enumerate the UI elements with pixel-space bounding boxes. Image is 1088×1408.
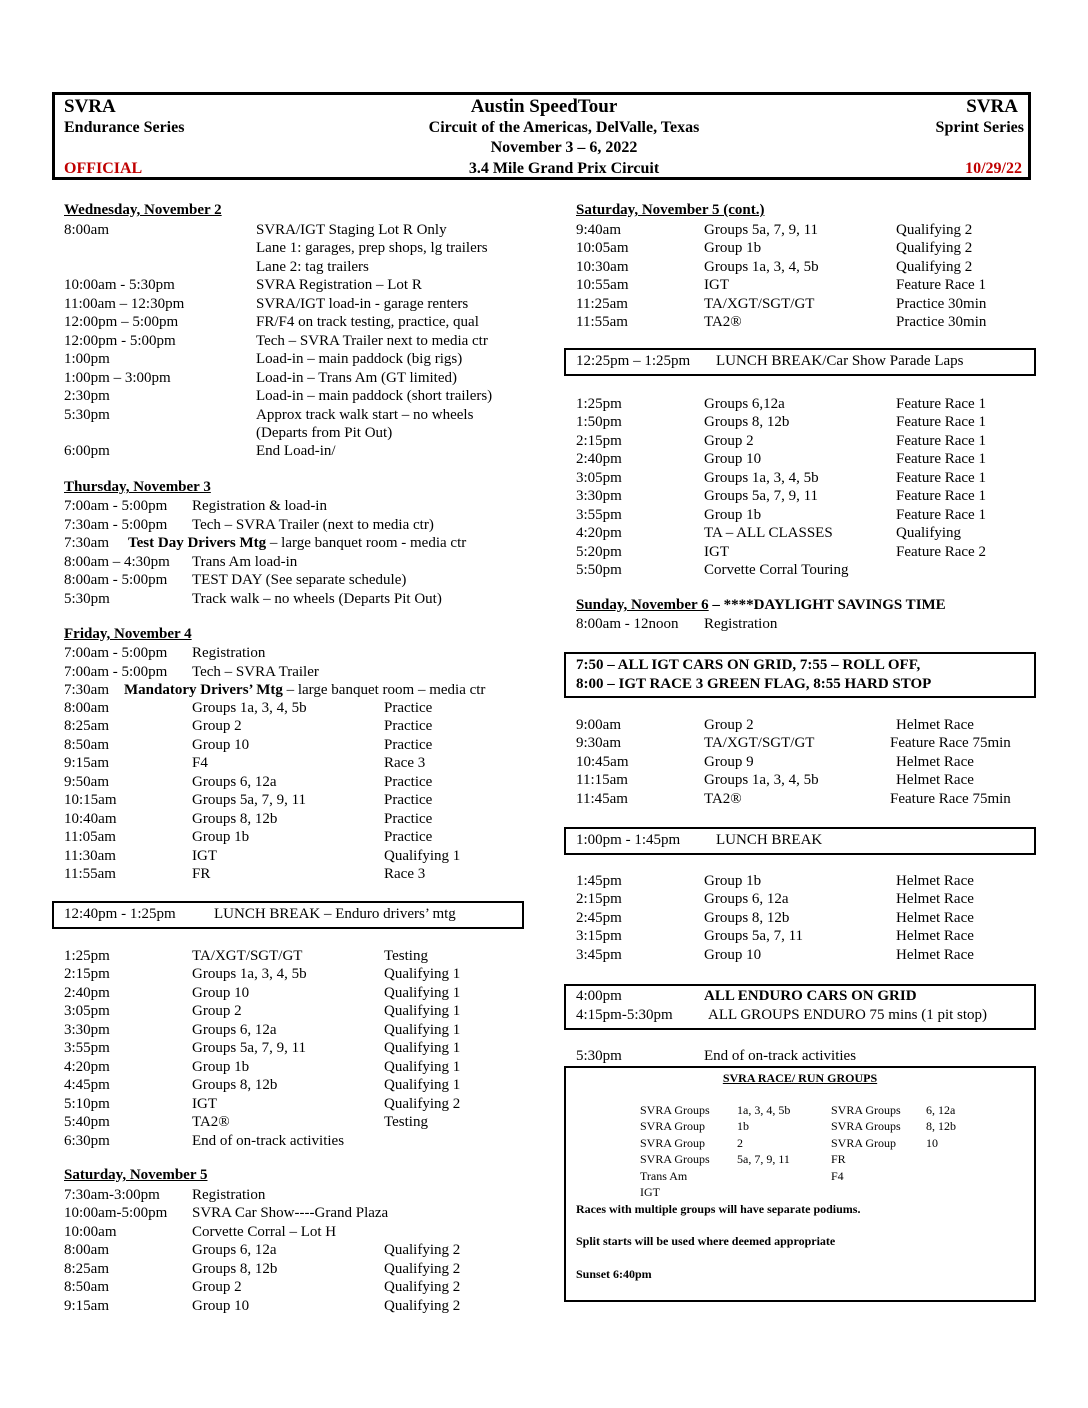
session-row [0, 221, 1088, 239]
time-cell: 11:45am [576, 790, 628, 807]
time-cell: 8:50am [64, 1279, 109, 1296]
time-cell: 12:00pm - 5:00pm [64, 332, 176, 349]
time-cell: 7:30am - 5:00pm [64, 516, 168, 533]
session-cell: Race 3 [384, 755, 426, 772]
group-cell: Group 10 [704, 451, 762, 468]
time-cell: 3:30pm [576, 488, 622, 505]
left-title: SVRA [64, 96, 116, 117]
meeting-title: Mandatory Drivers’ Mtg [124, 682, 283, 698]
session-cell: Feature Race 1 [896, 506, 986, 523]
time-cell: 5:30pm [64, 406, 110, 423]
session-cell: Qualifying [896, 525, 961, 542]
time-cell: 10:45am [576, 753, 629, 770]
session-row [0, 561, 1088, 579]
session-cell: Feature Race 1 [896, 488, 986, 505]
group-cell: IGT [192, 1095, 217, 1112]
group-cell: Groups 5a, 7, 11 [704, 928, 804, 945]
group-cell: IGT [192, 847, 217, 864]
session-row [0, 469, 1088, 487]
group-cell: TA – ALL CLASSES [704, 525, 833, 542]
session-cell: Qualifying 2 [384, 1242, 461, 1259]
group-cell: Corvette Corral Touring [704, 562, 849, 579]
time-cell: 3:45pm [576, 946, 622, 963]
session-cell: Helmet Race [896, 753, 974, 770]
session-cell: Practice [384, 700, 433, 716]
time-cell: 10:30am [576, 258, 629, 275]
time-cell: 4:15pm-5:30pm [576, 1007, 673, 1023]
session-cell: Feature Race 1 [896, 414, 986, 431]
time-cell: 3:55pm [576, 506, 622, 523]
group-cell: Groups 1a, 3, 4, 5b [192, 966, 307, 983]
session-row [0, 734, 1088, 752]
time-cell: 9:15am [64, 755, 109, 772]
time-cell: 9:00am [576, 717, 621, 733]
time-cell: 1:00pm – 3:00pm [64, 369, 171, 386]
group-cell: IGT [704, 543, 729, 560]
group-cell: Load-in – main paddock (short trailers) [256, 388, 493, 405]
session-row [0, 716, 1088, 734]
time-cell: 4:20pm [576, 525, 622, 542]
group-cell: Trans Am load-in [192, 553, 298, 570]
session-cell: Practice 30min [896, 314, 987, 331]
group-cell: Groups 8, 12b [704, 909, 790, 926]
igt-box-line: 8:00 – IGT RACE 3 GREEN FLAG, 8:55 HARD STOP [576, 676, 932, 692]
session-cell: Race 3 [384, 866, 426, 883]
meeting-text: Mandatory Drivers’ Mtg – large banquet room – media ctr [124, 682, 486, 698]
session-row [0, 946, 1088, 964]
session-cell: Qualifying 1 [384, 966, 461, 983]
time-cell: 1:25pm [64, 948, 110, 964]
group-cell: Group 1b [704, 506, 762, 523]
time-cell: 10:00am - 5:30pm [64, 277, 175, 294]
group-cell: Groups 8, 12b [192, 810, 278, 827]
time-cell: 5:10pm [64, 1095, 110, 1112]
thursday-heading: Thursday, November 3 [64, 479, 211, 495]
session-cell: Helmet Race [896, 909, 974, 926]
time-cell: 8:00am - 5:00pm [64, 572, 168, 588]
sunday-heading: Sunday, November 6 – ****DAYLIGHT SAVINGS TIME [576, 597, 946, 613]
group-cell: End of on-track activities [192, 1132, 345, 1149]
group-cell: Group 2 [704, 717, 754, 733]
group-cell: Groups 1a, 3, 4, 5b [704, 469, 819, 486]
group-cell: Registration & load-in [192, 498, 327, 514]
session-cell: Practice [384, 829, 433, 846]
event-venue: Circuit of the Americas, DelValle, Texas [428, 119, 700, 136]
group-cell: Group 2 [704, 432, 754, 449]
group-cell: End of on-track activities [704, 1048, 857, 1064]
revision-date: 10/29/22 [965, 160, 1022, 177]
group-cell: TA/XGT/SGT/GT [704, 295, 815, 312]
run-group-value: 8, 12b [926, 1119, 956, 1134]
time-cell: 3:30pm [64, 1021, 110, 1038]
session-cell: Qualifying 2 [896, 222, 973, 238]
time-cell: 7:00am - 5:00pm [64, 498, 168, 514]
time-cell: 5:30pm [576, 1048, 622, 1064]
time-cell: 2:15pm [576, 432, 622, 449]
group-cell: Load-in – Trans Am (GT limited) [256, 369, 457, 386]
schedule-row [0, 332, 1088, 350]
session-row [0, 239, 1088, 257]
group-cell: Group 2 [192, 1279, 242, 1296]
session-cell: Practice [384, 773, 433, 790]
time-cell: 7:30am [64, 682, 109, 698]
group-cell: Groups 8, 12b [192, 1260, 278, 1277]
session-cell: Helmet Race [896, 946, 974, 963]
time-cell: 6:00pm [64, 443, 110, 460]
event-title: Austin SpeedTour [470, 96, 618, 117]
group-cell: Group 1b [192, 829, 250, 846]
group-cell: SVRA Registration – Lot R [256, 277, 422, 294]
group-cell: Lane 2: tag trailers [256, 258, 369, 275]
wednesday-heading: Wednesday, November 2 [64, 202, 222, 218]
run-group-label: SVRA Groups [831, 1103, 901, 1117]
group-cell: FR/F4 on track testing, practice, qual [256, 314, 479, 331]
group-cell: Group 10 [192, 984, 250, 1001]
time-cell: 6:30pm [64, 1132, 110, 1149]
run-group-label: IGT [640, 1185, 660, 1199]
run-group-label: SVRA Groups [831, 1119, 901, 1134]
session-row [0, 258, 1088, 276]
session-cell: Qualifying 2 [384, 1260, 461, 1277]
session-row [0, 432, 1088, 450]
group-cell: Groups 5a, 7, 9, 11 [704, 488, 819, 505]
group-cell: Groups 5a, 7, 9, 11 [192, 792, 307, 809]
time-cell: 2:40pm [64, 984, 110, 1001]
lunch-time: 12:40pm - 1:25pm [64, 906, 176, 922]
igt-box-line: 7:50 – ALL IGT CARS ON GRID, 7:55 – ROLL OFF, [576, 657, 921, 673]
time-cell: 10:05am [576, 240, 629, 257]
group-cell: TA/XGT/SGT/GT [192, 948, 303, 964]
time-cell: 8:00am [64, 222, 109, 238]
time-cell: 8:25am [64, 1260, 109, 1277]
group-cell: Tech – SVRA Trailer (next to media ctr) [192, 516, 434, 533]
time-cell: 8:00am - 12noon [576, 616, 679, 632]
session-cell: Practice [384, 736, 433, 753]
session-row [0, 890, 1088, 908]
session-cell: Qualifying 1 [384, 984, 461, 1001]
session-cell: Helmet Race [896, 772, 974, 789]
session-row [0, 753, 1088, 771]
session-cell: Qualifying 2 [896, 258, 973, 275]
sunset-note: Sunset 6:40pm [576, 1267, 652, 1281]
sunday-heading-date: Sunday, November 6 [576, 597, 709, 613]
split-start-note: Split starts will be used where deemed appropriate [576, 1234, 836, 1248]
time-cell: 11:05am [64, 829, 116, 846]
group-cell: Registration [704, 616, 778, 632]
group-cell: TA/XGT/SGT/GT [704, 735, 815, 752]
time-cell: 8:00am [64, 700, 109, 716]
enduro-text: ALL GROUPS ENDURO 75 mins (1 pit stop) [708, 1007, 988, 1023]
time-cell: 4:20pm [64, 1058, 110, 1075]
session-row [0, 810, 1088, 828]
session-cell: Qualifying 2 [384, 1297, 461, 1314]
run-group-label: SVRA Groups [640, 1103, 710, 1117]
session-cell: Helmet Race [896, 873, 974, 889]
group-cell: Group 1b [192, 1058, 250, 1075]
group-cell: Groups 8, 12b [704, 414, 790, 431]
right-subtitle: Sprint Series [935, 119, 1024, 136]
session-cell: Qualifying 2 [384, 1279, 461, 1296]
meeting-text: Test Day Drivers Mtg – large banquet room - media ctr [128, 535, 467, 551]
time-cell: 1:00pm [64, 351, 110, 368]
group-cell: Groups 6, 12a [704, 891, 789, 908]
session-cell: Qualifying 1 [384, 1003, 461, 1020]
group-cell: TA2® [704, 790, 742, 807]
group-cell: Groups 6, 12a [192, 1021, 277, 1038]
time-cell: 10:00am-5:00pm [64, 1205, 168, 1222]
run-group-label: F4 [831, 1168, 844, 1183]
lunch-text: LUNCH BREAK – Enduro drivers’ mtg [214, 906, 456, 922]
group-cell: F4 [192, 755, 208, 772]
run-group-value: 1a, 3, 4, 5b [737, 1103, 791, 1117]
event-dates: November 3 – 6, 2022 [490, 139, 638, 156]
session-cell: Feature Race 1 [896, 277, 986, 294]
podium-note: Races with multiple groups will have separate podiums. [576, 1202, 861, 1216]
group-cell: Group 2 [192, 1003, 242, 1020]
group-cell: (Departs from Pit Out) [256, 424, 393, 441]
meeting-title: Test Day Drivers Mtg [128, 535, 267, 551]
time-cell: 11:55am [64, 866, 116, 883]
run-groups-title: SVRA RACE/ RUN GROUPS [722, 1071, 878, 1085]
session-cell: Testing [384, 948, 428, 964]
run-group-value: 5a, 7, 9, 11 [737, 1152, 790, 1167]
group-cell: TA2® [192, 1114, 230, 1131]
saturday-cont-heading: Saturday, November 5 (cont.) [576, 202, 765, 218]
time-cell: 1:50pm [576, 414, 622, 431]
group-cell: Corvette Corral – Lot H [192, 1223, 337, 1240]
run-group-label: SVRA Group [831, 1135, 897, 1150]
run-group-value: 10 [926, 1135, 938, 1150]
time-cell: 3:15pm [576, 928, 622, 945]
time-cell: 5:30pm [64, 590, 110, 607]
time-cell: 7:30am [64, 535, 109, 551]
event-circuit: 3.4 Mile Grand Prix Circuit [468, 160, 660, 177]
group-cell: Groups 6, 12a [192, 773, 277, 790]
time-cell: 1:25pm [576, 396, 622, 412]
run-group-label: SVRA Groups [640, 1152, 710, 1167]
group-cell: Tech – SVRA Trailer [192, 663, 319, 680]
time-cell: 7:00am - 5:00pm [64, 645, 168, 661]
group-cell: Groups 1a, 3, 4, 5b [704, 258, 819, 275]
group-cell: Groups 1a, 3, 4, 5b [704, 772, 819, 789]
time-cell: 2:40pm [576, 451, 622, 468]
time-cell: 10:55am [576, 277, 629, 294]
time-cell: 9:40am [576, 222, 621, 238]
group-cell: Groups 6, 12a [192, 1242, 277, 1259]
group-cell: Track walk – no wheels (Departs Pit Out) [192, 590, 442, 607]
session-row [0, 487, 1088, 505]
time-cell: 11:55am [576, 314, 628, 331]
time-cell: 11:30am [64, 847, 116, 864]
time-cell: 2:30pm [64, 388, 110, 405]
group-cell: Load-in – main paddock (big rigs) [256, 351, 463, 368]
time-cell: 2:15pm [64, 966, 110, 983]
group-cell: Groups 5a, 7, 9, 11 [704, 222, 819, 238]
group-cell: Group 10 [192, 1297, 250, 1314]
saturday-heading: Saturday, November 5 [64, 1167, 208, 1183]
session-cell: Qualifying 1 [384, 1077, 461, 1094]
session-row [0, 276, 1088, 294]
group-cell: Approx track walk start – no wheels [256, 406, 474, 423]
group-cell: Group 9 [704, 753, 754, 770]
session-cell: Testing [384, 1114, 428, 1131]
session-row [0, 395, 1088, 413]
group-cell: TEST DAY (See separate schedule) [192, 572, 407, 588]
run-group-value: 1b [737, 1119, 749, 1134]
session-cell: Feature Race 1 [896, 451, 986, 468]
time-cell: 4:00pm [576, 988, 622, 1004]
group-cell: SVRA/IGT load-in - garage renters [256, 295, 469, 312]
session-cell: Practice 30min [896, 295, 987, 312]
session-row [0, 543, 1088, 561]
group-cell: Group 10 [192, 736, 250, 753]
session-cell: Qualifying 1 [384, 1058, 461, 1075]
time-cell: 3:05pm [64, 1003, 110, 1020]
time-cell: 8:00am [64, 1242, 109, 1259]
session-row [0, 872, 1088, 890]
session-row [0, 295, 1088, 313]
session-cell: Practice [384, 810, 433, 827]
time-cell: 5:50pm [576, 562, 622, 579]
time-cell: 4:45pm [64, 1077, 110, 1094]
run-group-label: Trans Am [640, 1168, 688, 1183]
session-cell: Qualifying 1 [384, 1040, 461, 1057]
session-cell: Practice [384, 718, 433, 735]
group-cell: Group 10 [704, 946, 762, 963]
time-cell: 2:15pm [576, 891, 622, 908]
time-cell: 8:50am [64, 736, 109, 753]
time-cell: 9:15am [64, 1297, 109, 1314]
group-cell: Groups 8, 12b [192, 1077, 278, 1094]
group-cell: Group 1b [704, 240, 762, 257]
session-row [0, 506, 1088, 524]
session-row [0, 790, 1088, 808]
group-cell: TA2® [704, 314, 742, 331]
lunch-time: 1:00pm - 1:45pm [576, 832, 681, 848]
time-cell: 11:00am – 12:30pm [64, 295, 185, 312]
official-label: OFFICIAL [64, 160, 143, 177]
group-cell: Groups 1a, 3, 4, 5b [192, 700, 307, 716]
session-cell: Feature Race 1 [896, 396, 986, 412]
time-cell: 11:25am [576, 295, 628, 312]
time-cell: 9:50am [64, 773, 109, 790]
time-cell: 2:45pm [576, 909, 622, 926]
session-row [0, 313, 1088, 331]
lunch-time: 12:25pm – 1:25pm [576, 353, 691, 369]
session-row [0, 771, 1088, 789]
time-cell: 8:25am [64, 718, 109, 735]
session-cell: Qualifying 1 [384, 1021, 461, 1038]
time-cell: 7:00am - 5:00pm [64, 663, 168, 680]
group-cell: FR [192, 866, 211, 883]
session-cell: Helmet Race [896, 891, 974, 908]
session-row [0, 965, 1088, 983]
session-row [0, 413, 1088, 431]
session-cell: Feature Race 1 [896, 469, 986, 486]
session-cell: Practice [384, 792, 433, 809]
group-cell: SVRA/IGT Staging Lot R Only [256, 222, 447, 238]
session-cell: Qualifying 2 [384, 1095, 461, 1112]
time-cell: 3:55pm [64, 1040, 110, 1057]
time-cell: 1:45pm [576, 873, 622, 889]
session-row [0, 927, 1088, 945]
group-cell: IGT [704, 277, 729, 294]
group-cell: Groups 6,12a [704, 396, 785, 412]
lunch-text: LUNCH BREAK [716, 832, 823, 848]
session-cell: Feature Race 75min [890, 790, 1011, 807]
session-cell: Feature Race 1 [896, 432, 986, 449]
session-cell: Qualifying 1 [384, 847, 461, 864]
time-cell: 3:05pm [576, 469, 622, 486]
right-title: SVRA [966, 96, 1018, 117]
schedule-row [0, 1047, 1088, 1065]
time-cell: 11:15am [576, 772, 628, 789]
time-cell: 12:00pm – 5:00pm [64, 314, 179, 331]
schedule-row [0, 615, 1088, 633]
run-group-label: SVRA Group [640, 1135, 706, 1150]
session-cell: Feature Race 2 [896, 543, 986, 560]
run-group-label: FR [831, 1152, 846, 1167]
time-cell: 8:00am – 4:30pm [64, 553, 170, 570]
time-cell: 10:00am [64, 1223, 117, 1240]
session-cell: Helmet Race [896, 928, 974, 945]
run-group-label: SVRA Group [640, 1119, 706, 1134]
session-cell: Feature Race 75min [890, 735, 1011, 752]
group-cell: Tech – SVRA Trailer next to media ctr [256, 332, 488, 349]
session-row [0, 524, 1088, 542]
run-group-value: 2 [737, 1135, 743, 1150]
group-cell: End Load-in/ [256, 443, 336, 460]
group-cell: Lane 1: garages, prep shops, lg trailers [256, 240, 488, 257]
friday-heading: Friday, November 4 [64, 626, 192, 642]
enduro-text: ALL ENDURO CARS ON GRID [704, 988, 917, 1004]
group-cell: Registration [192, 645, 266, 661]
session-cell: Qualifying 2 [896, 240, 973, 257]
group-cell: Group 1b [704, 873, 762, 889]
session-cell: Helmet Race [896, 717, 974, 733]
group-cell: Group 2 [192, 718, 242, 735]
time-cell: 7:30am-3:00pm [64, 1187, 160, 1203]
left-subtitle: Endurance Series [64, 119, 185, 136]
session-row [0, 699, 1088, 717]
session-row [0, 909, 1088, 927]
run-group-value: 6, 12a [926, 1103, 956, 1117]
group-cell: Groups 5a, 7, 9, 11 [192, 1040, 307, 1057]
time-cell: 10:40am [64, 810, 117, 827]
time-cell: 9:30am [576, 735, 621, 752]
session-row [0, 450, 1088, 468]
group-cell: SVRA Car Show----Grand Plaza [192, 1205, 389, 1222]
lunch-text: LUNCH BREAK/Car Show Parade Laps [716, 353, 964, 369]
time-cell: 10:15am [64, 792, 117, 809]
time-cell: 5:20pm [576, 543, 622, 560]
time-cell: 5:40pm [64, 1114, 110, 1131]
group-cell: Registration [192, 1187, 266, 1203]
